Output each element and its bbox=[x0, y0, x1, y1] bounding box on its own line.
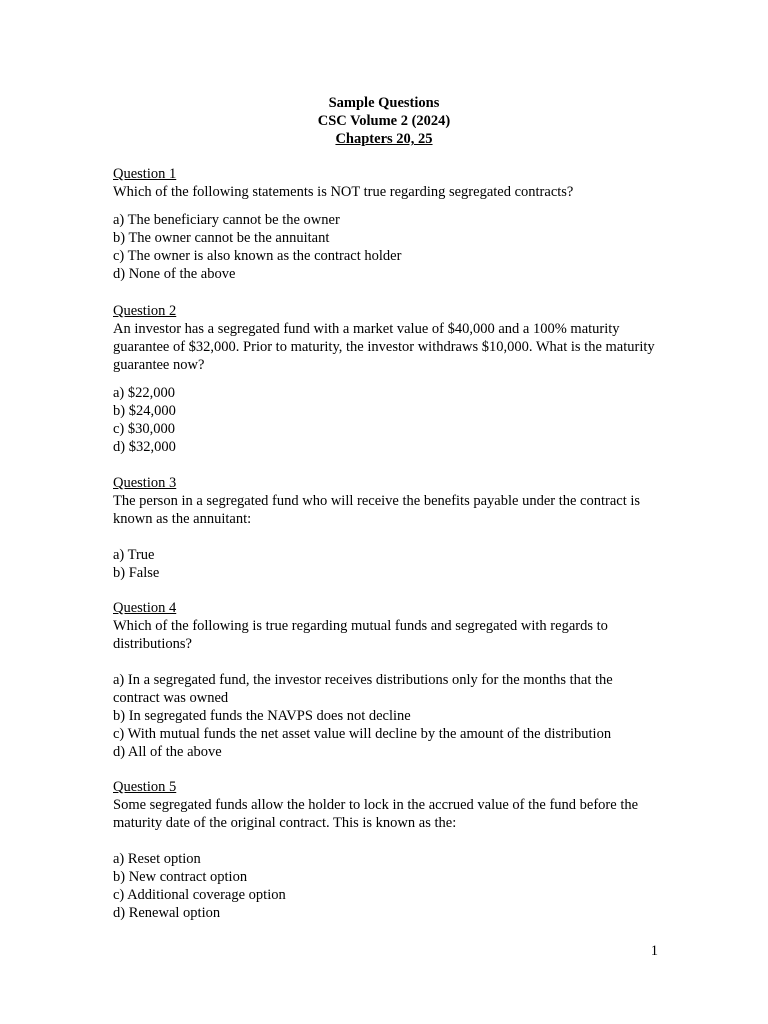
document-title: Sample Questions bbox=[328, 95, 440, 111]
question-heading: Question 5 bbox=[113, 779, 177, 795]
option-c: c) With mutual funds the net asset value will decline by the amount of the distribution bbox=[113, 726, 612, 742]
option-c: c) Additional coverage option bbox=[113, 887, 286, 903]
option-a: a) $22,000 bbox=[113, 385, 176, 401]
options-list bbox=[113, 211, 658, 283]
question-stem: An investor has a segregated fund with a market value of $40,000 and a 100% maturity guarantee of $32,000. Prior to maturity, the investor withdraws $10,000. What is the maturity guarantee now? bbox=[113, 321, 655, 373]
option-d: d) None of the above bbox=[113, 266, 236, 282]
question-2 bbox=[113, 302, 658, 456]
option-b: b) The owner cannot be the annuitant bbox=[113, 230, 330, 246]
option-a: a) The beneficiary cannot be the owner bbox=[113, 212, 340, 228]
chapters-label: Chapters 20, 25 bbox=[335, 131, 433, 147]
question-heading: Question 2 bbox=[113, 303, 177, 319]
question-heading: Question 3 bbox=[113, 475, 177, 491]
question-4 bbox=[113, 599, 658, 761]
option-a: a) In a segregated fund, the investor receives distributions only for the months that the contract was owned bbox=[113, 672, 613, 706]
option-a: a) Reset option bbox=[113, 851, 201, 867]
question-stem: Which of the following statements is NOT true regarding segregated contracts? bbox=[113, 184, 574, 200]
option-d: d) $32,000 bbox=[113, 439, 176, 455]
question-heading: Question 4 bbox=[113, 600, 177, 616]
question-3 bbox=[113, 474, 658, 582]
options-list bbox=[113, 384, 658, 456]
question-stem: Which of the following is true regarding mutual funds and segregated with regards to distributions? bbox=[113, 618, 608, 652]
option-b: b) False bbox=[113, 565, 160, 581]
option-b: b) In segregated funds the NAVPS does not decline bbox=[113, 708, 411, 724]
options-list bbox=[113, 850, 658, 922]
question-heading: Question 1 bbox=[113, 166, 177, 182]
question-stem: Some segregated funds allow the holder to lock in the accrued value of the fund before the maturity date of the original contract. This is known as the: bbox=[113, 797, 639, 831]
question-1 bbox=[113, 165, 658, 283]
options-list bbox=[113, 671, 658, 761]
option-d: d) Renewal option bbox=[113, 905, 221, 921]
option-b: b) New contract option bbox=[113, 869, 248, 885]
question-stem: The person in a segregated fund who will receive the benefits payable under the contract is known as the annuitant: bbox=[113, 493, 641, 527]
options-list bbox=[113, 546, 658, 582]
option-b: b) $24,000 bbox=[113, 403, 176, 419]
title-block bbox=[0, 94, 768, 148]
option-d: d) All of the above bbox=[113, 744, 222, 760]
page-number: 1 bbox=[650, 943, 658, 959]
question-5 bbox=[113, 778, 658, 922]
document-subtitle: CSC Volume 2 (2024) bbox=[317, 113, 451, 129]
option-c: c) The owner is also known as the contract holder bbox=[113, 248, 402, 264]
option-c: c) $30,000 bbox=[113, 421, 176, 437]
option-a: a) True bbox=[113, 547, 155, 563]
